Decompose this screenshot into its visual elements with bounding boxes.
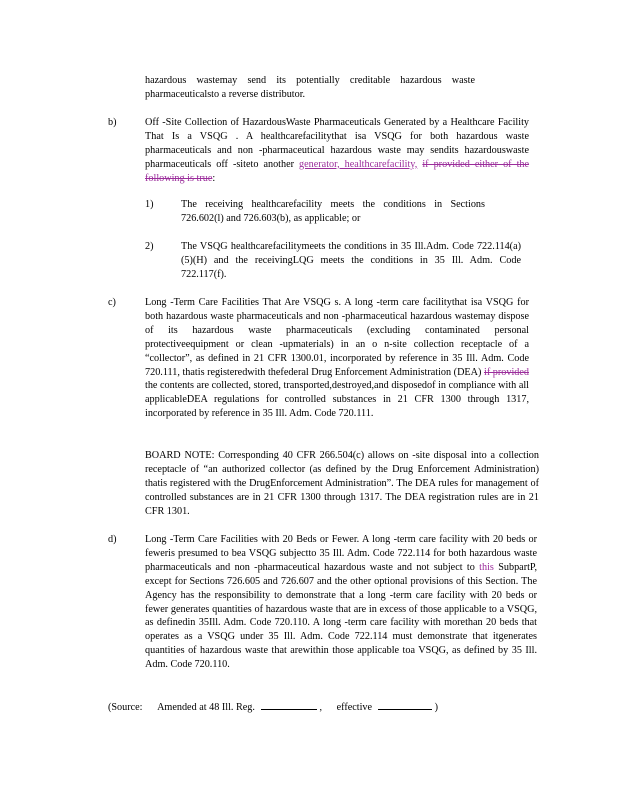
section-b-marker: b) — [108, 117, 117, 128]
item-1-text: The receiving healthcarefacility meets the conditions in Sections 726.602(l) and 726.603(b), as applicable; or — [181, 199, 485, 224]
item-1-marker: 1) — [145, 199, 154, 210]
section-c-text-1: Long -Term Care Facilities That Are VSQG s. A long -term care facilitythat isa VSQG for both hazardous waste pharmaceuticals and non -pharmaceutical hazardous wastemay dispose of its hazardous waste pharmaceuticals (excluding contaminated personal protectiveequipment or clean -upmaterials) in an o n-site collection receptacle of a “collector”, as defined in 21 CFR 1300.01, incorporated by reference in 35 Ill. Adm. Code 720.111, thatis registeredwith thefederal Drug Enforcement Administration (DEA) — [145, 297, 529, 378]
source-close: ) — [434, 702, 438, 713]
source-note — [108, 699, 438, 715]
section-d-text-2: SubpartP, except for Sections 726.605 and 726.607 and the other optional provisions of this Section. The Agency has the responsibility to demonstrate that a long -term care facility with 20 beds or fewer generates quantities of hazardous waste that are in excess of those applicable to a VSQG, as definedin 35Ill. Adm. Code 720.110. A long -term care facility with morethan 20 beds that operates as a VSQG under 35 Ill. Adm. Code 722.114 must demonstrate that itgenerates quantities of hazardous waste that arewithin those applicable toa VSQG, as defined by 35 Ill. Adm. Code 720.110. — [145, 561, 538, 671]
section-d-insertion: this — [479, 561, 494, 573]
source-effective: effective — [336, 702, 373, 713]
section-b-deletion: if provided either of the following is true — [145, 158, 530, 184]
item-2-marker: 2) — [145, 241, 154, 252]
item-2-text: The VSQG healthcarefacilitymeets the conditions in 35 Ill.Adm. Code 722.114(a)(5)(H) and the receivingLQG meets the conditions in 35 Ill. Adm. Code 722.117(f). — [181, 241, 521, 280]
section-b-text: Off -Site Collection of HazardousWaste Pharmaceuticals Generated by a Healthcare Facility That Is a VSQG . A healthcarefacilitythat isa VSQG for both hazardous waste pharmaceuticals and non -pharmaceutical hazardous waste may sendits hazardouswaste pharmaceuticals off -siteto another — [145, 117, 529, 170]
effective-date-blank — [378, 699, 432, 710]
register-blank — [261, 699, 317, 710]
section-b-insertion: generator, healthcarefacility, — [299, 158, 418, 170]
section-d-paragraph — [145, 533, 537, 672]
intro-paragraph: hazardous wastemay send its potentially creditable hazardous waste pharmaceuticalsto a reverse distributor. — [145, 75, 475, 100]
section-c-deletion: if provided — [483, 366, 529, 378]
source-amended: Amended at 48 Ill. Reg. — [157, 702, 255, 713]
section-c-text-2: the contents are collected, stored, transported,destroyed,and disposedof in compliance with all applicableDEA regulations for controlled substances in 21 CFR 1300 through 1317, incorporated by reference in 35 Ill. Adm. Code 720.111. — [145, 380, 529, 420]
section-c-paragraph — [145, 296, 529, 421]
source-open: (Source: — [108, 702, 143, 713]
board-note: BOARD NOTE: Corresponding 40 CFR 266.504(c) allows on -site disposal into a collection receptacle of “an authorized collector (as defined by the Drug Enforcement Administration) thatis registered with the DrugEnforcement Administration”. The DEA rules for management of controlled substances are in 21 CFR 1300 through 1317. The DEA registration rules are in 21 CFR 1301. — [145, 450, 539, 517]
section-b-end: : — [212, 172, 216, 184]
source-comma: , — [319, 702, 323, 713]
section-d-text-1: Long -Term Care Facilities with 20 Beds or Fewer. A long -term care facility with 20 beds or feweris presumed to bea VSQG subjectto 35 Ill. Adm. Code 722.114 for both hazardous waste pharmaceuticals and non -pharmaceutical hazardous waste and not subject to — [145, 534, 537, 573]
section-c-marker: c) — [108, 297, 116, 308]
section-d-marker: d) — [108, 534, 117, 545]
section-b-paragraph — [145, 116, 529, 186]
